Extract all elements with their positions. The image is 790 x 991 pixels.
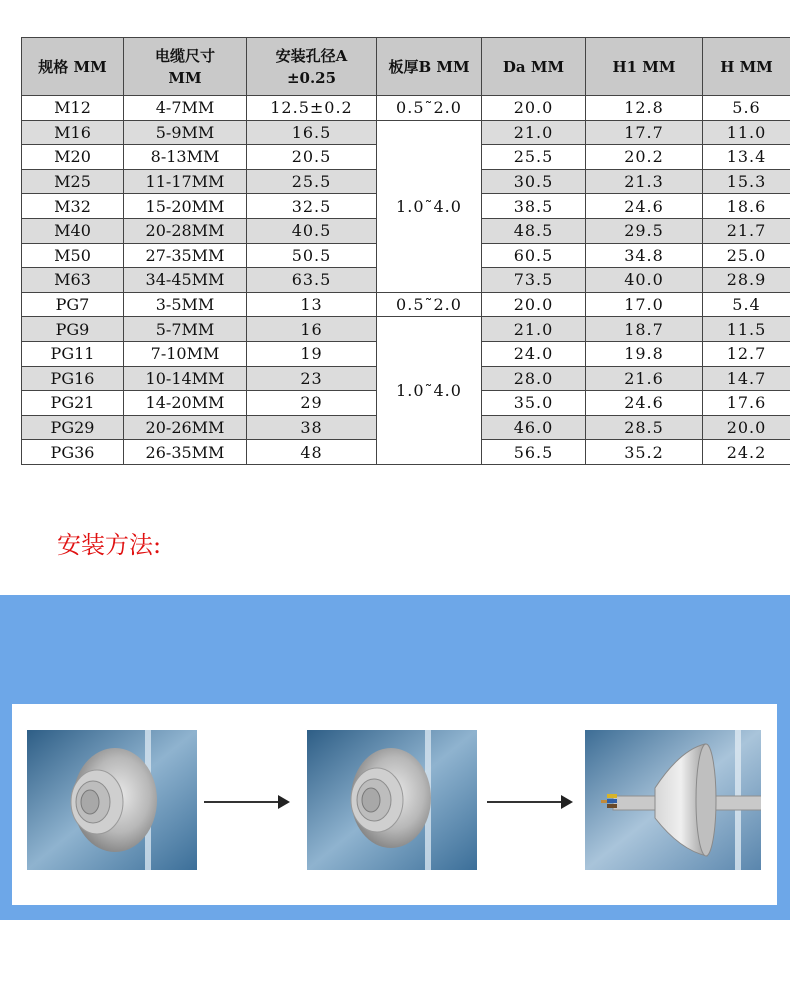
header-h1: H1 MM — [586, 38, 703, 96]
cell-h: 21.7 — [703, 218, 790, 243]
cell-cable-size: 14-20MM — [124, 391, 247, 416]
cell-h1: 24.6 — [586, 391, 703, 416]
cell-h: 24.2 — [703, 440, 790, 465]
cell-h1: 24.6 — [586, 194, 703, 219]
cell-h: 5.6 — [703, 96, 790, 121]
table-row — [22, 96, 790, 121]
cell-plate-thickness: 1.0˜4.0 — [377, 317, 482, 465]
cell-spec: PG11 — [22, 341, 124, 366]
install-steps-panel — [12, 704, 777, 905]
cell-h: 15.3 — [703, 169, 790, 194]
step-1-image — [27, 730, 197, 870]
cell-hole-diameter: 16 — [247, 317, 377, 342]
cell-hole-diameter: 19 — [247, 341, 377, 366]
cell-h1: 29.5 — [586, 218, 703, 243]
cell-hole-diameter: 25.5 — [247, 169, 377, 194]
cell-hole-diameter: 23 — [247, 366, 377, 391]
cell-cable-size: 26-35MM — [124, 440, 247, 465]
header-cable-size: 电缆尺寸 MM — [124, 38, 247, 96]
arrow-right-icon — [202, 792, 292, 812]
table-row — [22, 292, 790, 317]
cell-h: 11.5 — [703, 317, 790, 342]
step-2-image — [307, 730, 477, 870]
cell-h: 14.7 — [703, 366, 790, 391]
cell-cable-size: 4-7MM — [124, 96, 247, 121]
cell-hole-diameter: 50.5 — [247, 243, 377, 268]
cell-h: 28.9 — [703, 268, 790, 293]
cell-hole-diameter: 48 — [247, 440, 377, 465]
cell-da: 30.5 — [482, 169, 586, 194]
cell-cable-size: 5-7MM — [124, 317, 247, 342]
cell-cable-size: 7-10MM — [124, 341, 247, 366]
cell-h1: 28.5 — [586, 415, 703, 440]
cell-da: 28.0 — [482, 366, 586, 391]
cell-h1: 21.3 — [586, 169, 703, 194]
cell-da: 24.0 — [482, 341, 586, 366]
cell-da: 20.0 — [482, 96, 586, 121]
cell-h: 12.7 — [703, 341, 790, 366]
cell-spec: M12 — [22, 96, 124, 121]
cell-hole-diameter: 16.5 — [247, 120, 377, 145]
table-header-row — [22, 38, 790, 96]
cell-cable-size: 34-45MM — [124, 268, 247, 293]
grommet-with-cable-image — [585, 730, 761, 870]
cell-spec: PG21 — [22, 391, 124, 416]
cell-cable-size: 5-9MM — [124, 120, 247, 145]
header-hole-diameter: 安装孔径A ±0.25 — [247, 38, 377, 96]
cell-hole-diameter: 63.5 — [247, 268, 377, 293]
cell-spec: PG36 — [22, 440, 124, 465]
cell-h1: 18.7 — [586, 317, 703, 342]
cell-hole-diameter: 32.5 — [247, 194, 377, 219]
cell-hole-diameter: 29 — [247, 391, 377, 416]
cell-hole-diameter: 40.5 — [247, 218, 377, 243]
cell-spec: M25 — [22, 169, 124, 194]
step-3-image — [585, 730, 761, 870]
cell-cable-size: 20-28MM — [124, 218, 247, 243]
cell-h1: 20.2 — [586, 145, 703, 170]
install-method-title: 安装方法: — [57, 531, 162, 559]
cell-da: 73.5 — [482, 268, 586, 293]
cell-h: 5.4 — [703, 292, 790, 317]
grommet-in-panel-image — [307, 730, 477, 870]
cell-da: 20.0 — [482, 292, 586, 317]
table-row — [22, 120, 790, 145]
table-row — [22, 317, 790, 342]
cell-cable-size: 8-13MM — [124, 145, 247, 170]
cell-h1: 21.6 — [586, 366, 703, 391]
cell-h: 18.6 — [703, 194, 790, 219]
cell-da: 38.5 — [482, 194, 586, 219]
cell-spec: PG7 — [22, 292, 124, 317]
cell-h1: 12.8 — [586, 96, 703, 121]
cell-cable-size: 11-17MM — [124, 169, 247, 194]
cell-h: 17.6 — [703, 391, 790, 416]
cell-da: 46.0 — [482, 415, 586, 440]
cell-hole-diameter: 20.5 — [247, 145, 377, 170]
cell-h1: 17.7 — [586, 120, 703, 145]
cell-h: 11.0 — [703, 120, 790, 145]
cell-h1: 40.0 — [586, 268, 703, 293]
cell-h: 25.0 — [703, 243, 790, 268]
cell-da: 48.5 — [482, 218, 586, 243]
cell-spec: M40 — [22, 218, 124, 243]
cell-spec: M16 — [22, 120, 124, 145]
cell-hole-diameter: 13 — [247, 292, 377, 317]
header-da: Da MM — [482, 38, 586, 96]
cell-da: 21.0 — [482, 120, 586, 145]
cell-plate-thickness: 0.5˜2.0 — [377, 292, 482, 317]
cell-hole-diameter: 12.5±0.2 — [247, 96, 377, 121]
cell-da: 60.5 — [482, 243, 586, 268]
cell-cable-size: 10-14MM — [124, 366, 247, 391]
arrow-right-icon — [485, 792, 575, 812]
grommet-in-panel-image — [27, 730, 197, 870]
cell-h1: 17.0 — [586, 292, 703, 317]
cell-h: 13.4 — [703, 145, 790, 170]
cell-cable-size: 27-35MM — [124, 243, 247, 268]
cell-da: 21.0 — [482, 317, 586, 342]
cell-h1: 19.8 — [586, 341, 703, 366]
cell-spec: M20 — [22, 145, 124, 170]
cell-spec: M32 — [22, 194, 124, 219]
cell-hole-diameter: 38 — [247, 415, 377, 440]
cell-spec: PG29 — [22, 415, 124, 440]
cell-da: 25.5 — [482, 145, 586, 170]
cell-cable-size: 20-26MM — [124, 415, 247, 440]
spec-table — [21, 37, 790, 465]
cell-h: 20.0 — [703, 415, 790, 440]
cell-h1: 35.2 — [586, 440, 703, 465]
header-spec: 规格 MM — [22, 38, 124, 96]
header-h: H MM — [703, 38, 790, 96]
cell-h1: 34.8 — [586, 243, 703, 268]
cell-plate-thickness: 0.5˜2.0 — [377, 96, 482, 121]
cell-spec: M63 — [22, 268, 124, 293]
cell-spec: PG9 — [22, 317, 124, 342]
cell-cable-size: 15-20MM — [124, 194, 247, 219]
cell-plate-thickness: 1.0˜4.0 — [377, 120, 482, 292]
cell-cable-size: 3-5MM — [124, 292, 247, 317]
cell-spec: M50 — [22, 243, 124, 268]
header-plate-thickness: 板厚B MM — [377, 38, 482, 96]
cell-spec: PG16 — [22, 366, 124, 391]
cell-da: 56.5 — [482, 440, 586, 465]
cell-da: 35.0 — [482, 391, 586, 416]
